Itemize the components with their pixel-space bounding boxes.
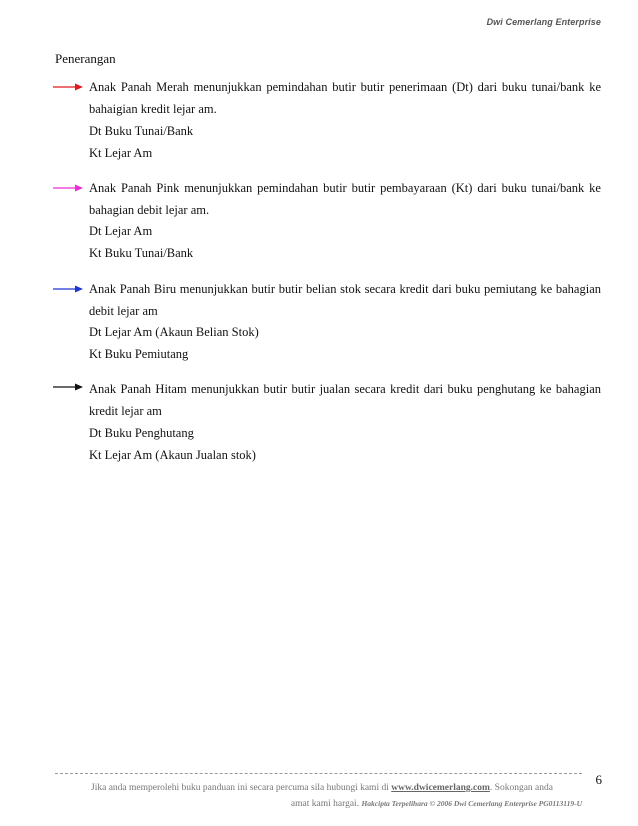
header-brand: Dwi Cemerlang Enterprise	[486, 17, 601, 27]
footer-divider	[55, 773, 582, 774]
footer-thanks-text: amat kami hargai.	[290, 799, 360, 809]
debit-entry: Dt Lejar Am (Akaun Belian Stok)	[89, 325, 259, 339]
legend-description-line2: kredit lejar am	[89, 404, 162, 418]
section-title: Penerangan	[55, 51, 116, 66]
legend-description-line1: Anak Panah Merah menunjukkan pemindahan butir butir penerimaan (Dt) dari buku tunai/bank ke	[89, 80, 601, 94]
legend-description-line1: Anak Panah Hitam menunjukkan butir butir jualan secara kredit dari buku penghutang ke bahagian	[89, 382, 601, 396]
footer-notice-text: Jika anda memperolehi buku panduan ini secara percuma sila hubungi kami di	[91, 783, 392, 793]
website-link[interactable]: www.dwicemerlang.com	[391, 783, 490, 793]
debit-entry: Dt Buku Penghutang	[89, 426, 194, 440]
credit-entry: Kt Buku Tunai/Bank	[89, 246, 194, 260]
legend-description-line2: bahagian debit lejar am.	[89, 203, 210, 217]
footer-notice-suffix: . Sokongan anda	[489, 783, 553, 793]
page-number: 6	[595, 772, 602, 787]
red-arrow-icon	[53, 83, 83, 91]
footer-notice	[62, 783, 582, 793]
pink-arrow-icon	[53, 184, 83, 192]
footer-thanks	[62, 799, 582, 809]
black-arrow-icon	[53, 383, 83, 391]
legend-description-line2: bahaigian kredit lejar am.	[89, 102, 217, 116]
credit-entry: Kt Lejar Am	[89, 146, 153, 160]
legend-description-line1: Anak Panah Pink menunjukkan pemindahan butir butir pembayaraan (Kt) dari buku tunai/bank ke	[89, 181, 601, 195]
credit-entry: Kt Lejar Am (Akaun Jualan stok)	[89, 448, 256, 462]
blue-arrow-icon	[53, 285, 83, 293]
credit-entry: Kt Buku Pemiutang	[89, 347, 189, 361]
debit-entry: Dt Buku Tunai/Bank	[89, 124, 194, 138]
copyright-notice: Hakcipta Terpelihara © 2006 Dwi Cemerlang Enterprise PG0113119-U	[361, 799, 582, 808]
legend-description-line2: debit lejar am	[89, 304, 158, 318]
legend-description-line1: Anak Panah Biru menunjukkan butir butir belian stok secara kredit dari buku pemiutang ke bahagian	[89, 282, 601, 296]
debit-entry: Dt Lejar Am	[89, 224, 153, 238]
